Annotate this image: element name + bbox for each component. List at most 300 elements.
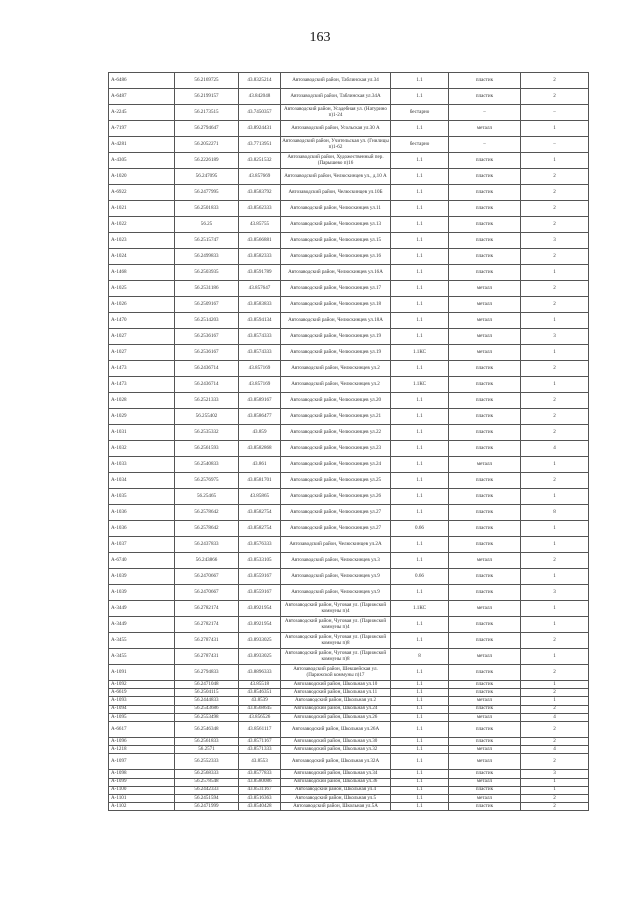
address-cell: Автозаводский район, Чуговая ул. (Парижской коммуны п)4 — [281, 617, 391, 633]
latitude-cell: 56.2471999 — [175, 803, 239, 811]
container-volume-cell: 1.1 — [391, 705, 449, 713]
latitude-cell: 56.2052271 — [175, 137, 239, 153]
address-cell: Автозаводский район, Челюскинцев ул.3 — [281, 553, 391, 569]
latitude-cell: 56.2477995 — [175, 185, 239, 201]
container-volume-cell: 1.1 — [391, 473, 449, 489]
container-material-cell: пластик — [449, 473, 521, 489]
container-volume-cell: 1.1 — [391, 281, 449, 297]
latitude-cell: 56.2470667 — [175, 585, 239, 601]
longitude-cell: 43.8576333 — [239, 537, 281, 553]
site-id-cell: А-2245 — [109, 105, 175, 121]
container-count-cell: 1 — [521, 697, 589, 705]
container-count-cell: 1 — [521, 377, 589, 393]
container-volume-cell: 1.1 — [391, 457, 449, 473]
latitude-cell: 56.2471048 — [175, 681, 239, 689]
longitude-cell: 43.8582868 — [239, 441, 281, 457]
longitude-cell: 43.8921954 — [239, 617, 281, 633]
container-count-cell: 1 — [521, 489, 589, 505]
longitude-cell: 43.8933025 — [239, 649, 281, 665]
table-row — [109, 169, 589, 185]
address-cell: Автозаводский район, Усольская ул.30 А — [281, 121, 391, 137]
longitude-cell: 43.8533105 — [239, 553, 281, 569]
container-count-cell: 2 — [521, 361, 589, 377]
longitude-cell: 43.8586477 — [239, 409, 281, 425]
container-count-cell: 2 — [521, 297, 589, 313]
site-id-cell: А-1032 — [109, 441, 175, 457]
address-cell: Автозаводский район, Челюскинцев ул.10Б — [281, 185, 391, 201]
container-material-cell: металл — [449, 329, 521, 345]
site-id-cell: А-1473 — [109, 361, 175, 377]
table-row — [109, 681, 589, 689]
address-cell: Автозаводский район, Чуговая ул. (Парижской коммуны п)8 — [281, 633, 391, 649]
container-count-cell: 2 — [521, 73, 589, 89]
container-count-cell: 2 — [521, 201, 589, 217]
container-count-cell: 1 — [521, 778, 589, 786]
container-volume-cell: 1.1 — [391, 89, 449, 105]
container-count-cell: 2 — [521, 89, 589, 105]
container-material-cell: металл — [449, 297, 521, 313]
container-material-cell: пластик — [449, 705, 521, 713]
container-material-cell: пластик — [449, 441, 521, 457]
longitude-cell: 43.8562333 — [239, 201, 281, 217]
longitude-cell: 43.8577833 — [239, 770, 281, 778]
longitude-cell: 43.8574333 — [239, 329, 281, 345]
container-count-cell: 2 — [521, 409, 589, 425]
container-material-cell: пластик — [449, 169, 521, 185]
address-cell: Автозаводский район, Челюскинцев ул.11 — [281, 201, 391, 217]
container-volume-cell: 1.1 — [391, 737, 449, 745]
container-material-cell: металл — [449, 697, 521, 705]
container-volume-cell: 0.66 — [391, 569, 449, 585]
latitude-cell: 56.2794647 — [175, 121, 239, 137]
site-id-cell: А-1099 — [109, 778, 175, 786]
latitude-cell: 56.2561833 — [175, 737, 239, 745]
container-count-cell: 1 — [521, 313, 589, 329]
address-cell: Автозаводский район, Художественный пер. (Парышево п)16 — [281, 153, 391, 169]
site-id-cell: А-1023 — [109, 233, 175, 249]
table-row — [109, 329, 589, 345]
site-id-cell: А-6487 — [109, 89, 175, 105]
site-id-cell: А-1091 — [109, 665, 175, 681]
container-material-cell: пластик — [449, 393, 521, 409]
container-count-cell: 2 — [521, 633, 589, 649]
container-count-cell: 2 — [521, 553, 589, 569]
container-material-cell: металл — [449, 345, 521, 361]
longitude-cell: 43.8540428 — [239, 803, 281, 811]
address-cell: Автозаводский район, Школьная ул.26 — [281, 713, 391, 721]
latitude-cell: 56.2553498 — [175, 713, 239, 721]
latitude-cell: 56.2444833 — [175, 697, 239, 705]
container-volume-cell: 1.1 — [391, 803, 449, 811]
container-material-cell: металл — [449, 746, 521, 754]
container-volume-cell: 1.1 — [391, 778, 449, 786]
address-cell: Автозаводский район, Шекшейская ул. (Парижской коммуны п)17 — [281, 665, 391, 681]
table-row — [109, 265, 589, 281]
table-row — [109, 649, 589, 665]
container-count-cell: 4 — [521, 746, 589, 754]
container-count-cell: 2 — [521, 803, 589, 811]
site-id-cell: А-1096 — [109, 737, 175, 745]
container-volume-cell: 1.1 — [391, 489, 449, 505]
table-row — [109, 521, 589, 537]
container-count-cell: 2 — [521, 425, 589, 441]
longitude-cell: 43.8516363 — [239, 794, 281, 802]
table-row — [109, 794, 589, 802]
site-id-cell: А-1468 — [109, 265, 175, 281]
table-row — [109, 217, 589, 233]
table-row — [109, 201, 589, 217]
container-volume-cell: 1.1 — [391, 794, 449, 802]
site-id-cell: А-6486 — [109, 73, 175, 89]
latitude-cell: 56.25465 — [175, 489, 239, 505]
container-material-cell: пластик — [449, 249, 521, 265]
address-cell: Автозаводский район, Челюскинцев ул.21 — [281, 409, 391, 425]
container-volume-cell: 1.1 — [391, 537, 449, 553]
longitude-cell: 43.8566881 — [239, 233, 281, 249]
longitude-cell: 43.8582754 — [239, 505, 281, 521]
site-id-cell: А-1036 — [109, 521, 175, 537]
table-row — [109, 697, 589, 705]
latitude-cell: 56.2437833 — [175, 537, 239, 553]
address-cell: Автозаводский район, Челюскинцев ул.2А — [281, 537, 391, 553]
longitude-cell: 43.8539 — [239, 697, 281, 705]
table-row — [109, 153, 589, 169]
container-volume-cell: 1.1 — [391, 441, 449, 457]
site-id-cell: А-1025 — [109, 281, 175, 297]
longitude-cell: 43.8568645 — [239, 705, 281, 713]
container-material-cell: – — [449, 137, 521, 153]
container-count-cell: 1 — [521, 569, 589, 585]
site-id-cell: А-1020 — [109, 169, 175, 185]
container-volume-cell: 1.1 — [391, 361, 449, 377]
table-row — [109, 585, 589, 601]
longitude-cell: 43.8583792 — [239, 185, 281, 201]
container-count-cell: 2 — [521, 281, 589, 297]
latitude-cell: 56.2169725 — [175, 73, 239, 89]
container-volume-cell: 1.1 — [391, 329, 449, 345]
address-cell: Автозаводский район, Челюскинцев ул.25 — [281, 473, 391, 489]
address-cell: Автозаводский район, Школьная ул.32А — [281, 754, 391, 770]
container-volume-cell: 1.1 — [391, 73, 449, 89]
address-cell: Автозаводский район, Чуговая ул. (Парижской коммуны п)4 — [281, 601, 391, 617]
container-count-cell: 1 — [521, 265, 589, 281]
address-cell: Автозаводский район, Челюскинцев ул.24 — [281, 457, 391, 473]
container-material-cell: пластик — [449, 633, 521, 649]
site-id-cell: А-1101 — [109, 794, 175, 802]
table-row — [109, 345, 589, 361]
table-row — [109, 569, 589, 585]
container-count-cell: 3 — [521, 233, 589, 249]
container-volume-cell: 1.1 — [391, 633, 449, 649]
latitude-cell: 56.2535332 — [175, 425, 239, 441]
address-cell: Автозаводский район, Школьная ул.36 — [281, 778, 391, 786]
container-volume-cell: 1.1 — [391, 689, 449, 697]
table-row — [109, 361, 589, 377]
address-cell: Автозаводский район, Челюскинцев ул.13 — [281, 217, 391, 233]
site-id-cell: А-1098 — [109, 770, 175, 778]
table-row — [109, 137, 589, 153]
table-row — [109, 409, 589, 425]
container-count-cell: 2 — [521, 217, 589, 233]
site-id-cell: А-1027 — [109, 345, 175, 361]
latitude-cell: 56.2536167 — [175, 329, 239, 345]
latitude-cell: 56.25 — [175, 217, 239, 233]
site-id-cell: А-6617 — [109, 721, 175, 737]
address-cell: Автозаводский район, Школьная ул.24 — [281, 705, 391, 713]
container-volume-cell: 1.1 — [391, 313, 449, 329]
latitude-cell: 56.2173515 — [175, 105, 239, 121]
site-id-cell: А-1026 — [109, 297, 175, 313]
container-count-cell: 1 — [521, 786, 589, 794]
address-cell: Автозаводский район, Челюскинцев ул.9 — [281, 585, 391, 601]
longitude-cell: 43.8594134 — [239, 313, 281, 329]
longitude-cell: 43.842048 — [239, 89, 281, 105]
container-volume-cell: 1.1 — [391, 265, 449, 281]
latitude-cell: 56.2546348 — [175, 721, 239, 737]
container-volume-cell: 1.1КС — [391, 377, 449, 393]
latitude-cell: 56.2499833 — [175, 249, 239, 265]
site-id-cell: А-6922 — [109, 185, 175, 201]
latitude-cell: 56.2576975 — [175, 473, 239, 489]
container-material-cell: металл — [449, 457, 521, 473]
container-volume-cell: 1.1 — [391, 553, 449, 569]
table-row — [109, 377, 589, 393]
longitude-cell: 43.861 — [239, 457, 281, 473]
longitude-cell: 43.85518 — [239, 681, 281, 689]
container-count-cell: 1 — [521, 649, 589, 665]
latitude-cell: 56.255402 — [175, 409, 239, 425]
longitude-cell: 43.857169 — [239, 361, 281, 377]
table-row — [109, 553, 589, 569]
address-cell: Автозаводский район, Школьная ул.11 — [281, 689, 391, 697]
table-row — [109, 601, 589, 617]
site-id-cell: А-6740 — [109, 553, 175, 569]
site-id-cell: А-3449 — [109, 601, 175, 617]
longitude-cell: 43.8896333 — [239, 665, 281, 681]
container-material-cell: пластик — [449, 585, 521, 601]
latitude-cell: 56.2451594 — [175, 794, 239, 802]
address-cell: Автозаводский район, Школьная ул.4 — [281, 786, 391, 794]
container-material-cell: пластик — [449, 721, 521, 737]
site-id-cell: А-1093 — [109, 697, 175, 705]
latitude-cell: 56.2552333 — [175, 754, 239, 770]
longitude-cell: 43.8553 — [239, 754, 281, 770]
address-cell: Автозаводский район, Челюскинцев ул.15 — [281, 233, 391, 249]
container-count-cell: 2 — [521, 721, 589, 737]
container-material-cell: пластик — [449, 153, 521, 169]
table-row — [109, 746, 589, 754]
container-volume-cell: 1.1 — [391, 713, 449, 721]
latitude-cell: 56.2514203 — [175, 313, 239, 329]
address-cell: Автозаводский район, Школьная ул.32 — [281, 746, 391, 754]
container-material-cell: пластик — [449, 521, 521, 537]
container-count-cell: 2 — [521, 169, 589, 185]
latitude-cell: 56.2504115 — [175, 689, 239, 697]
latitude-cell: 56.2782174 — [175, 617, 239, 633]
container-count-cell: 8 — [521, 505, 589, 521]
table-row — [109, 105, 589, 121]
container-volume-cell: 1.1 — [391, 617, 449, 633]
container-count-cell: 2 — [521, 705, 589, 713]
latitude-cell: 56.2503935 — [175, 265, 239, 281]
site-id-cell: А-3455 — [109, 633, 175, 649]
address-cell: Автозаводский район, Челюскинцев ул.23 — [281, 441, 391, 457]
longitude-cell: 43.857169 — [239, 377, 281, 393]
table-row — [109, 689, 589, 697]
container-count-cell: 1 — [521, 153, 589, 169]
site-id-cell: А-1473 — [109, 377, 175, 393]
container-count-cell: 2 — [521, 473, 589, 489]
address-cell: Автозаводский район, Таблинская ул.34А — [281, 89, 391, 105]
longitude-cell: 43.8561117 — [239, 721, 281, 737]
container-count-cell: 4 — [521, 713, 589, 721]
container-count-cell: 2 — [521, 665, 589, 681]
longitude-cell: 43.8559167 — [239, 585, 281, 601]
container-material-cell: пластик — [449, 770, 521, 778]
container-material-cell: пластик — [449, 425, 521, 441]
container-volume-cell: 1.1 — [391, 505, 449, 521]
container-count-cell: 2 — [521, 689, 589, 697]
container-material-cell: пластик — [449, 681, 521, 689]
container-volume-cell: 1.1 — [391, 770, 449, 778]
latitude-cell: 56.2571 — [175, 746, 239, 754]
site-id-cell: А-1027 — [109, 329, 175, 345]
address-cell: Автозаводский район, Усадебная ул. (Натурино п)1-24 — [281, 105, 391, 121]
container-count-cell: 2 — [521, 794, 589, 802]
address-cell: Автозаводский район, Челюскинцев ул.18А — [281, 313, 391, 329]
container-material-cell: металл — [449, 649, 521, 665]
site-id-cell: А-1029 — [109, 409, 175, 425]
longitude-cell: 43.7450357 — [239, 105, 281, 121]
latitude-cell: 56.2199157 — [175, 89, 239, 105]
table-body — [109, 73, 589, 811]
table-row — [109, 249, 589, 265]
container-volume-cell: 1.1 — [391, 169, 449, 185]
container-material-cell: пластик — [449, 569, 521, 585]
container-count-cell: 1 — [521, 537, 589, 553]
container-volume-cell: 1.1 — [391, 393, 449, 409]
container-volume-cell: 1.1 — [391, 201, 449, 217]
container-volume-cell: 1.1 — [391, 185, 449, 201]
container-count-cell: 1 — [521, 121, 589, 137]
container-material-cell: металл — [449, 794, 521, 802]
container-count-cell: 2 — [521, 393, 589, 409]
container-material-cell: металл — [449, 121, 521, 137]
table-row — [109, 705, 589, 713]
site-id-cell: А-1028 — [109, 393, 175, 409]
address-cell: Автозаводский район, Челюскинцев ул., д.10 А — [281, 169, 391, 185]
site-id-cell: А-1470 — [109, 313, 175, 329]
container-material-cell: пластик — [449, 377, 521, 393]
longitude-cell: 43.8581701 — [239, 473, 281, 489]
address-cell: Автозаводский район, Челюскинцев ул.27 — [281, 505, 391, 521]
address-cell: Автозаводский район, Челюскинцев ул.26 — [281, 489, 391, 505]
container-volume-cell: 1.1КС — [391, 345, 449, 361]
container-material-cell: – — [449, 105, 521, 121]
address-cell: Автозаводский район, Челюскинцев ул.20 — [281, 393, 391, 409]
site-id-cell: А-1034 — [109, 473, 175, 489]
table-row — [109, 505, 589, 521]
address-cell: Автозаводский район, Таблинская ул.34 — [281, 73, 391, 89]
longitude-cell: 43.8571167 — [239, 737, 281, 745]
longitude-cell: 43.8546351 — [239, 689, 281, 697]
container-count-cell: 4 — [521, 441, 589, 457]
table-row — [109, 121, 589, 137]
container-volume-cell: 1.1 — [391, 409, 449, 425]
address-cell: Автозаводский район, Челюскинцев ул.16А — [281, 265, 391, 281]
container-material-cell: пластик — [449, 505, 521, 521]
address-cell: Автозаводский район, Школьная ул.10 — [281, 681, 391, 689]
container-volume-cell: 1.1 — [391, 233, 449, 249]
address-cell: Автозаводский район, Челюскинцев ул.22 — [281, 425, 391, 441]
longitude-cell: 43.856526 — [239, 713, 281, 721]
address-cell: Автозаводский район, Челюскинцев ул.2 — [281, 361, 391, 377]
site-id-cell: А-4281 — [109, 137, 175, 153]
container-count-cell: 1 — [521, 601, 589, 617]
latitude-cell: 56.2794833 — [175, 665, 239, 681]
longitude-cell: 43.8574333 — [239, 345, 281, 361]
latitude-cell: 56.2540833 — [175, 457, 239, 473]
container-volume-cell: 1.1 — [391, 217, 449, 233]
table-row — [109, 665, 589, 681]
site-id-cell: А-6619 — [109, 689, 175, 697]
container-volume-cell: 1.1 — [391, 249, 449, 265]
container-material-cell: пластик — [449, 665, 521, 681]
table-row — [109, 457, 589, 473]
table-row — [109, 313, 589, 329]
table-row — [109, 737, 589, 745]
table-row — [109, 754, 589, 770]
longitude-cell: 43.8531167 — [239, 786, 281, 794]
container-volume-cell: 8 — [391, 649, 449, 665]
container-material-cell: пластик — [449, 786, 521, 794]
container-volume-cell: 1.1 — [391, 425, 449, 441]
site-id-cell: А-1036 — [109, 505, 175, 521]
address-cell: Автозаводский район, Челюскинцев ул.18 — [281, 297, 391, 313]
latitude-cell: 56.2501833 — [175, 201, 239, 217]
table-row — [109, 185, 589, 201]
latitude-cell: 56.2536167 — [175, 345, 239, 361]
table-row — [109, 473, 589, 489]
container-count-cell: 2 — [521, 754, 589, 770]
longitude-cell: 43.8591789 — [239, 265, 281, 281]
latitude-cell: 56.2543686 — [175, 705, 239, 713]
latitude-cell: 56.2436714 — [175, 361, 239, 377]
container-volume-cell: 0.66 — [391, 521, 449, 537]
address-cell: Автозаводский район, Учительская ул. (Гнилицы п)1-62 — [281, 137, 391, 153]
container-material-cell: пластик — [449, 361, 521, 377]
address-cell: Автозаводский район, Челюскинцев ул.19 — [281, 345, 391, 361]
container-count-cell: 2 — [521, 185, 589, 201]
container-count-cell: 2 — [521, 249, 589, 265]
table-row — [109, 441, 589, 457]
container-count-cell: 1 — [521, 617, 589, 633]
address-cell: Автозаводский район, Школьная ул.26А — [281, 721, 391, 737]
container-volume-cell: 1.1 — [391, 297, 449, 313]
container-count-cell: 1 — [521, 457, 589, 473]
container-material-cell: металл — [449, 754, 521, 770]
container-material-cell: пластик — [449, 233, 521, 249]
latitude-cell: 56.2226189 — [175, 153, 239, 169]
container-volume-cell: 1.1 — [391, 754, 449, 770]
container-material-cell: металл — [449, 713, 521, 721]
table-row — [109, 393, 589, 409]
site-id-cell: А-1100 — [109, 786, 175, 794]
address-cell: Автозаводский район, Челюскинцев ул.2 — [281, 377, 391, 393]
latitude-cell: 56.2521333 — [175, 393, 239, 409]
table-row — [109, 633, 589, 649]
container-material-cell: пластик — [449, 689, 521, 697]
